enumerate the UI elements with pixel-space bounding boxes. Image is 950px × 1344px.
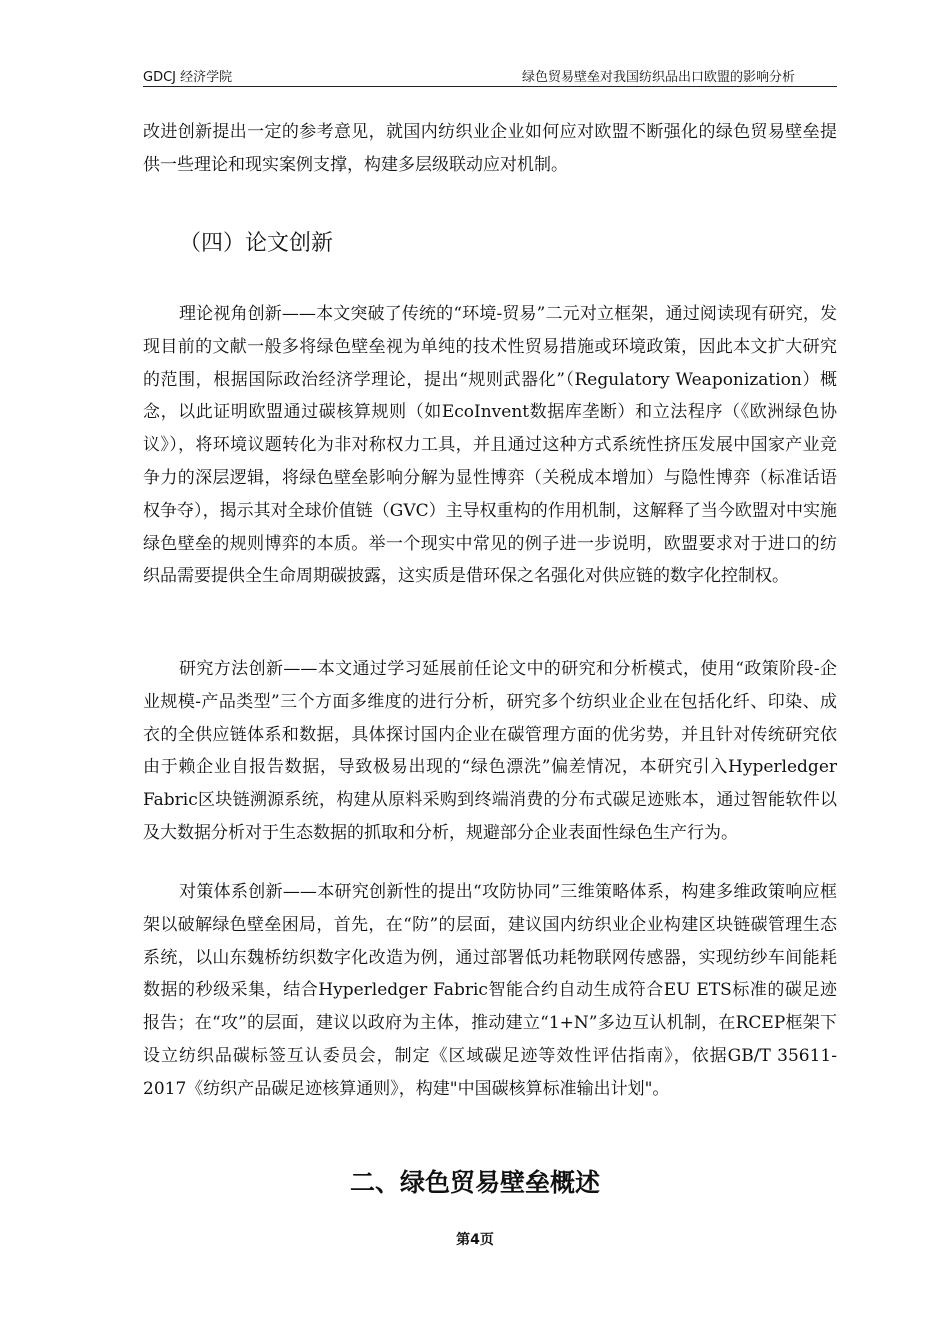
page-number: 第4页 [456,1232,494,1248]
intro-paragraph: 改进创新提出一定的参考意见，就国内纺织业企业如何应对欧盟不断强化的绿色贸易壁垒提供一些理论和现实案例支撑，构建多层级联动应对机制。 [143,122,837,175]
header-school-label: GDCJ 经济学院 [143,70,233,85]
header-rule [143,86,837,87]
chapter-heading: 二、绿色贸易壁垒概述 [349,1168,600,1197]
running-header [143,66,837,86]
method-innovation-paragraph: 研究方法创新——本文通过学习延展前任论文中的研究和分析模式，使用“政策阶段-企业规模-产品类型”三个方面多维度的进行分析，研究多个纺织业企业在包括化纤、印染、成衣的全供应链体系和数据，具体探讨国内企业在碳管理方面的优劣势，并且针对传统研究依由于赖企业自报告数据，导致极易出现的“绿色漂洗”偏差情况，本研究引入Hyperledger Fabric区块链溯源系统，构建从原料采购到终端消费的分布式碳足迹账本，通过智能软件以及大数据分析对于生态数据的抓取和分析，规避部分企业表面性绿色生产行为。 [143,659,837,843]
section-heading-innovation: （四）论文创新 [179,231,334,256]
header-thesis-title: 绿色贸易壁垒对我国纺织品出口欧盟的影响分析 [521,70,795,85]
theory-innovation-paragraph: 理论视角创新——本文突破了传统的“环境-贸易”二元对立框架，通过阅读现有研究，发现目前的文献一般多将绿色壁垒视为单纯的技术性贸易措施或环境政策，因此本文扩大研究的范围，根据国际政治经济学理论，提出“规则武器化”（Regulatory Weaponization）概念，以此证明欧盟通过碳核算规则（如EcoInvent数据库垄断）和立法程序（《欧洲绿色协议》），将环境议题转化为非对称权力工具，并且通过这种方式系统性挤压发展中国家产业竞争力的深层逻辑，将绿色壁垒影响分解为显性博弈（关税成本增加）与隐性博弈（标准话语权争夺），揭示其对全球价值链（GVC）主导权重构的作用机制，这解释了当今欧盟对中实施绿色壁垒的规则博弈的本质。举一个现实中常见的例子进一步说明，欧盟要求对于进口的纺织品需要提供全生命周期碳披露，这实质是借环保之名强化对供应链的数字化控制权。 [143,304,837,587]
strategy-innovation-paragraph: 对策体系创新——本研究创新性的提出“攻防协同”三维策略体系，构建多维政策响应框架以破解绿色壁垒困局，首先，在“防”的层面，建议国内纺织业企业构建区块链碳管理生态系统，以山东魏桥纺织数字化改造为例，通过部署低功耗物联网传感器，实现纺纱车间能耗数据的秒级采集，结合Hyperledger Fabric智能合约自动生成符合EU ETS标准的碳足迹报告；在“攻”的层面，建议以政府为主体，推动建立“1+N”多边互认机制，在RCEP框架下设立纺织品碳标签互认委员会，制定《区域碳足迹等效性评估指南》，依据GB/T 35611-2017《纺织产品碳足迹核算通则》，构建"中国碳核算标准输出计划"。 [143,882,837,1099]
